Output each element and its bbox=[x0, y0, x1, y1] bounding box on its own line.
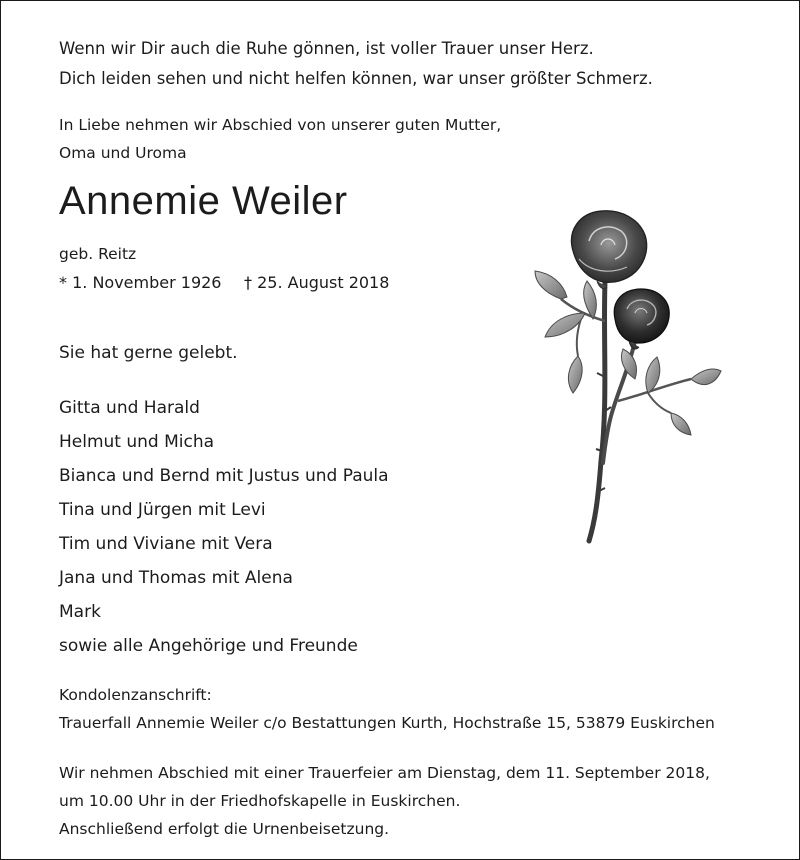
mourner-entry: Bianca und Bernd mit Justus und Paula bbox=[59, 466, 389, 486]
funeral-line-1: Wir nehmen Abschied mit einer Trauerfeier am Dienstag, dem 11. September 2018, bbox=[59, 764, 710, 782]
poem-line-2: Dich leiden sehen und nicht helfen können, war unser größter Schmerz. bbox=[59, 69, 653, 88]
address-label: Kondolenzanschrift: bbox=[59, 686, 212, 704]
mourner-entry: Gitta und Harald bbox=[59, 398, 200, 418]
condolence-address bbox=[59, 681, 715, 737]
mourner-entry: Helmut und Micha bbox=[59, 432, 215, 452]
birth-date: * 1. November 1926 bbox=[59, 273, 222, 292]
address-text: Trauerfall Annemie Weiler c/o Bestattungen Kurth, Hochstraße 15, 53879 Euskirchen bbox=[59, 714, 715, 732]
mourner-entry: sowie alle Angehörige und Freunde bbox=[59, 636, 358, 656]
mourner-entry: Tina und Jürgen mit Levi bbox=[59, 500, 266, 520]
motto: Sie hat gerne gelebt. bbox=[59, 343, 238, 363]
mourners-list bbox=[59, 391, 389, 663]
mourner-entry: Tim und Viviane mit Vera bbox=[59, 534, 273, 554]
intro-line-1: In Liebe nehmen wir Abschied von unserer guten Mutter, bbox=[59, 116, 502, 134]
funeral-line-3: Anschließend erfolgt die Urnenbeisetzung. bbox=[59, 820, 390, 838]
life-dates bbox=[59, 271, 390, 295]
maiden-name: geb. Reitz bbox=[59, 245, 137, 263]
poem bbox=[59, 34, 653, 94]
death-date: † 25. August 2018 bbox=[244, 273, 390, 292]
intro-line-2: Oma und Uroma bbox=[59, 144, 187, 162]
intro-text bbox=[59, 111, 501, 167]
funeral-line-2: um 10.00 Uhr in der Friedhofskapelle in Euskirchen. bbox=[59, 792, 461, 810]
mourner-entry: Mark bbox=[59, 602, 101, 622]
deceased-name: Annemie Weiler bbox=[59, 179, 348, 223]
rose-illustration-icon bbox=[523, 201, 723, 551]
poem-line-1: Wenn wir Dir auch die Ruhe gönnen, ist voller Trauer unser Herz. bbox=[59, 39, 594, 58]
funeral-info bbox=[59, 759, 710, 843]
mourner-entry: Jana und Thomas mit Alena bbox=[59, 568, 293, 588]
